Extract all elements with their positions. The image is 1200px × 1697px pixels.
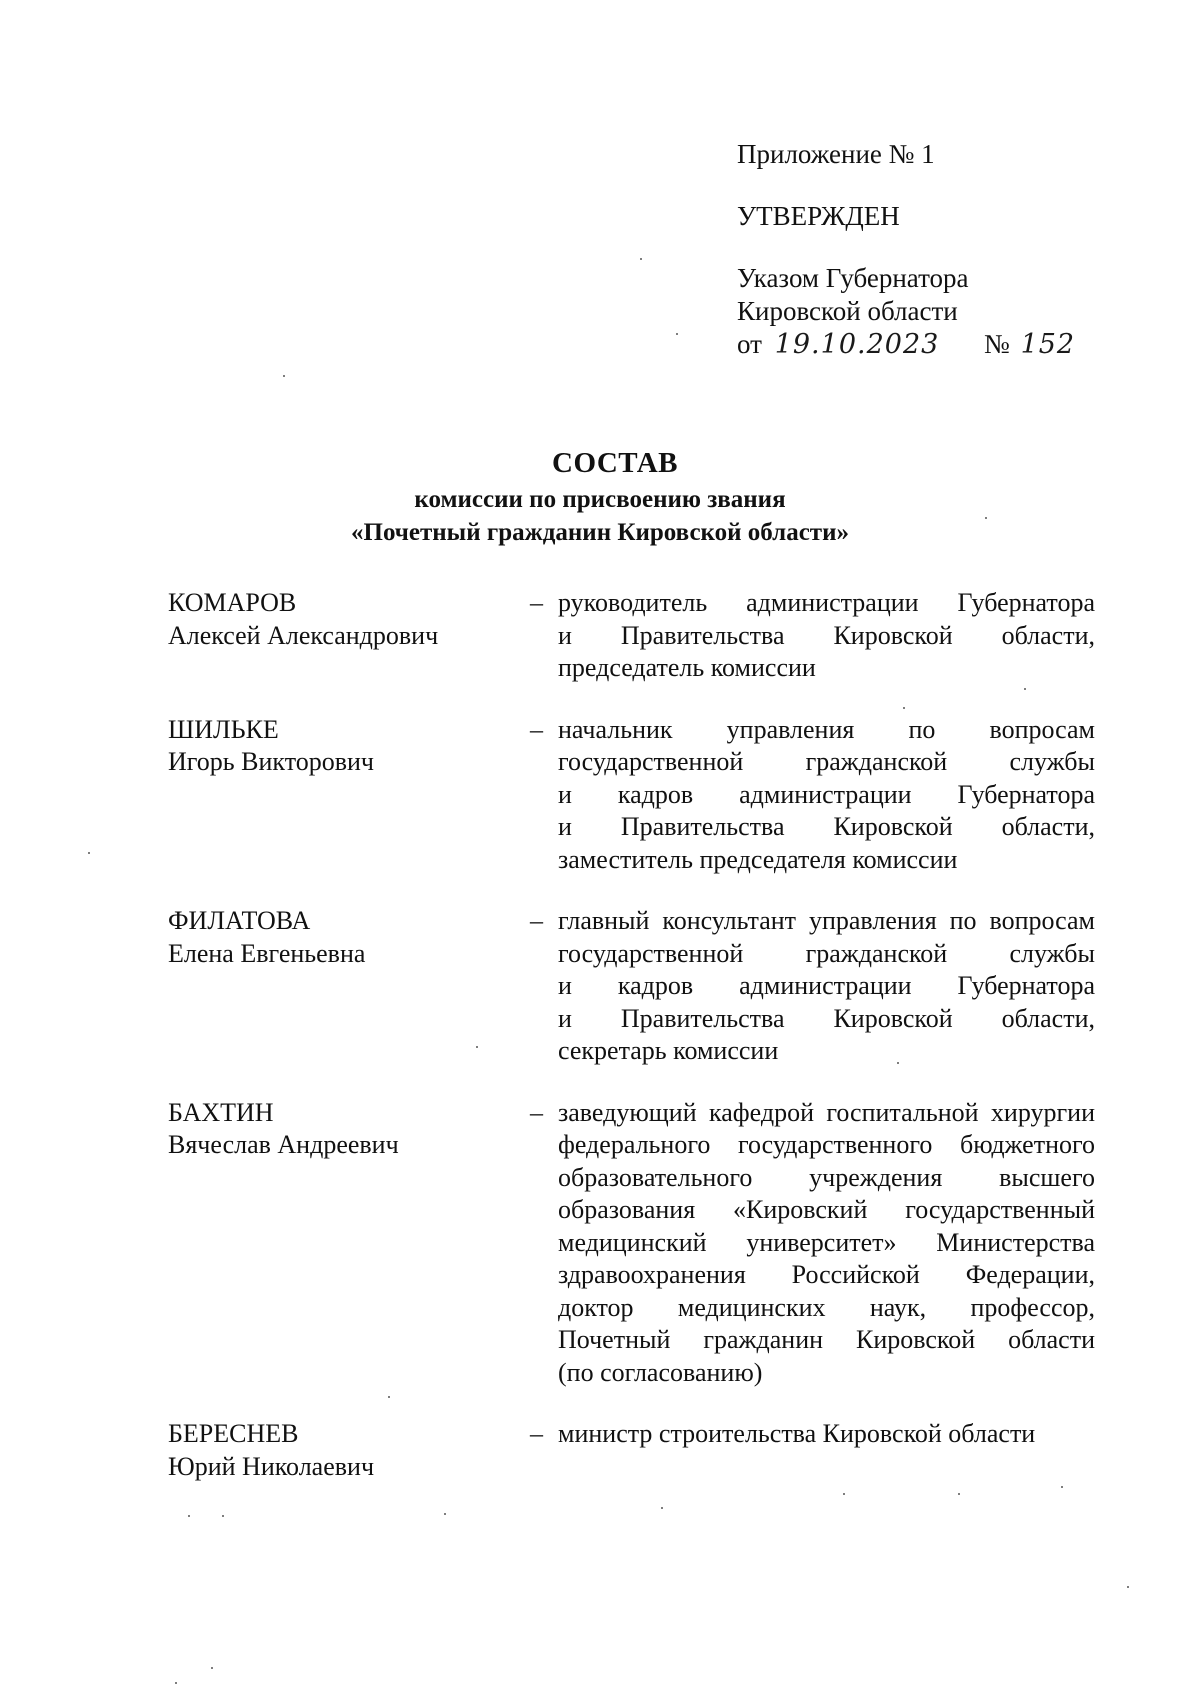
- member-dash: –: [530, 906, 543, 935]
- member-role-line: руководитель администрации Губернатора: [558, 588, 1095, 617]
- member-role: [558, 587, 1095, 685]
- member-role-line: председатель комиссии: [558, 653, 816, 682]
- member-name: [168, 714, 530, 877]
- scan-speck: [388, 1396, 390, 1398]
- scan-speck: [676, 333, 678, 335]
- member-role-line: и кадров администрации Губернатора: [558, 971, 1095, 1000]
- member-row: [168, 905, 1103, 1068]
- member-role: [558, 1418, 1095, 1483]
- member-surname: БЕРЕСНЕВ: [168, 1419, 299, 1448]
- member-role-line: медицинский университет» Министерства: [558, 1227, 1095, 1257]
- scan-speck: [476, 1046, 478, 1048]
- title-subtitle-2: «Почетный гражданин Кировской области»: [351, 519, 849, 546]
- scan-speck: [444, 1513, 446, 1515]
- date-prefix: от: [737, 329, 762, 359]
- member-role-line: доктор медицинских наук, профессор,: [558, 1292, 1095, 1322]
- handwritten-date: 19.10.2023: [774, 329, 940, 360]
- number-sign: №: [984, 329, 1010, 359]
- member-role-line: заведующий кафедрой госпитальной хирургии: [558, 1097, 1095, 1127]
- member-dash: –: [530, 588, 543, 617]
- handwritten-number: 152: [1020, 329, 1076, 360]
- member-dash: –: [530, 714, 543, 744]
- member-role: [558, 714, 1095, 877]
- member-role-line: образования «Кировский государственный: [558, 1195, 1095, 1224]
- member-name: [168, 1418, 530, 1483]
- scan-speck: [985, 517, 987, 519]
- member-dash: –: [530, 1097, 543, 1127]
- member-given-names: Вячеслав Андреевич: [168, 1130, 399, 1159]
- decree-line-1: Указом Губернатора: [737, 263, 969, 293]
- scan-speck: [1024, 688, 1026, 690]
- scan-speck: [958, 1493, 960, 1495]
- approval-stamp-block: [737, 138, 1157, 361]
- member-role-line: Почетный гражданин Кировской области: [558, 1325, 1095, 1354]
- scan-speck: [222, 1515, 224, 1517]
- member-role-line: заместитель председателя комиссии: [558, 844, 958, 874]
- member-dash: –: [530, 1419, 543, 1448]
- scan-speck: [211, 1667, 213, 1669]
- member-row: [168, 1418, 1103, 1483]
- scan-speck: [843, 1493, 845, 1495]
- member-name: [168, 1097, 530, 1390]
- scan-speck: [1127, 1586, 1129, 1588]
- member-role-line: здравоохранения Российской Федерации,: [558, 1260, 1095, 1289]
- title-main: СОСТАВ: [552, 447, 678, 479]
- scan-speck: [1061, 1486, 1063, 1488]
- member-given-names: Игорь Викторович: [168, 747, 374, 776]
- member-role-line: образовательного учреждения высшего: [558, 1162, 1095, 1192]
- scan-speck: [661, 1507, 663, 1509]
- annex-label: Приложение № 1: [737, 139, 935, 169]
- member-name: [168, 905, 530, 1068]
- member-surname: БАХТИН: [168, 1097, 274, 1127]
- scan-speck: [897, 1062, 899, 1064]
- member-role: [558, 905, 1095, 1068]
- decree-line-2: Кировской области: [737, 296, 958, 326]
- member-surname: ФИЛАТОВА: [168, 906, 311, 935]
- member-role-line: и кадров администрации Губернатора: [558, 779, 1095, 809]
- member-role-line: главный консультант управления по вопросам: [558, 906, 1095, 935]
- member-given-names: Алексей Александрович: [168, 620, 439, 650]
- commission-members-list: [168, 587, 1103, 1512]
- scan-speck: [175, 1682, 177, 1684]
- member-role-line: и Правительства Кировской области,: [558, 620, 1095, 650]
- member-row: [168, 587, 1103, 685]
- member-given-names: Елена Евгеньевна: [168, 938, 366, 968]
- member-role-line: начальник управления по вопросам: [558, 714, 1095, 744]
- member-role-line: государственной гражданской службы: [558, 747, 1095, 776]
- scan-speck: [283, 375, 285, 377]
- member-role-line: министр строительства Кировской области: [558, 1419, 1036, 1448]
- member-role-line: секретарь комиссии: [558, 1036, 779, 1065]
- member-role-line: (по согласованию): [558, 1357, 763, 1387]
- member-given-names: Юрий Николаевич: [168, 1451, 375, 1481]
- title-subtitle-1: комиссии по присвоению звания: [414, 486, 786, 513]
- decree-date-line: [737, 328, 1157, 361]
- scan-speck: [903, 707, 905, 709]
- document-title: [0, 443, 1200, 549]
- member-row: [168, 1097, 1103, 1390]
- member-role: [558, 1097, 1095, 1390]
- scan-speck: [88, 852, 90, 854]
- approved-label: УТВЕРЖДЕН: [737, 201, 900, 231]
- scan-speck: [640, 258, 642, 260]
- member-role-line: и Правительства Кировской области,: [558, 812, 1095, 841]
- member-role-line: федерального государственного бюджетного: [558, 1130, 1095, 1159]
- member-role-line: и Правительства Кировской области,: [558, 1003, 1095, 1033]
- member-role-line: государственной гражданской службы: [558, 938, 1095, 968]
- member-row: [168, 714, 1103, 877]
- scan-speck: [188, 1515, 190, 1517]
- member-surname: КОМАРОВ: [168, 588, 297, 617]
- member-surname: ШИЛЬКЕ: [168, 714, 279, 744]
- member-name: [168, 587, 530, 685]
